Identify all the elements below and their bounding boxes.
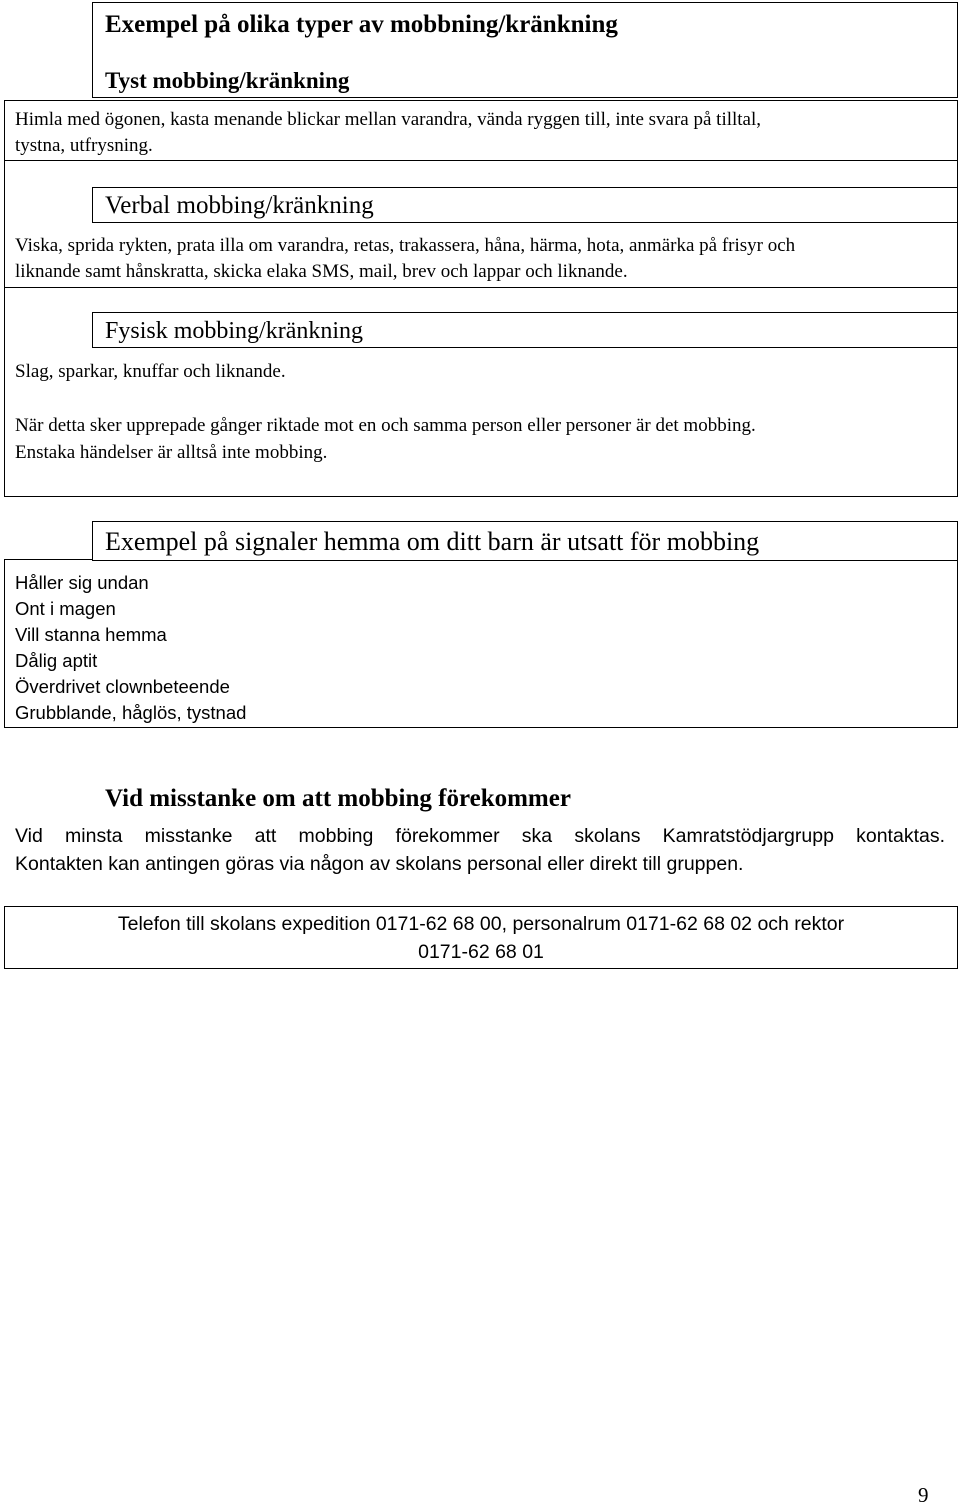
- contact-text-line-2: 0171-62 68 01: [418, 941, 544, 963]
- contact-box: [4, 906, 958, 969]
- summary-text-line-1: När detta sker upprepade gånger riktade mot en och samma person eller personer är det mobbing.: [15, 415, 756, 436]
- contact-text-line-1: Telefon till skolans expedition 0171-62 68 00, personalrum 0171-62 68 02 och rektor: [117, 913, 845, 935]
- signal-item: Grubblande, håglös, tystnad: [15, 702, 247, 723]
- page-number: 9: [918, 1483, 929, 1507]
- signals-list: [15, 570, 246, 726]
- suspicion-text-line-1: Vid minsta misstanke att mobbing förekommer ska skolans Kamratstödjargrupp kontaktas.: [15, 825, 945, 847]
- summary-text-line-2: Enstaka händelser är alltså inte mobbing.: [15, 442, 328, 463]
- signal-item: Överdrivet clownbeteende: [15, 676, 230, 697]
- signal-item: Ont i magen: [15, 598, 116, 619]
- types-title: Exempel på olika typer av mobbning/kränkning: [105, 11, 618, 38]
- tyst-text-line-2: tystna, utfrysning.: [15, 135, 153, 156]
- tyst-text-line-1: Himla med ögonen, kasta menande blickar mellan varandra, vända ryggen till, inte svara på tilltal,: [15, 109, 762, 130]
- types-title-box: [92, 2, 958, 98]
- fysisk-heading-box: [92, 312, 958, 348]
- verbal-heading: Verbal mobbing/kränkning: [105, 192, 374, 219]
- suspicion-heading: Vid misstanke om att mobbing förekommer: [105, 785, 571, 812]
- fysisk-heading: Fysisk mobbing/kränkning: [105, 318, 364, 344]
- signal-item: Vill stanna hemma: [15, 624, 167, 645]
- signal-item: Dålig aptit: [15, 650, 98, 671]
- signal-item: Håller sig undan: [15, 572, 149, 593]
- fysisk-text-line-1: Slag, sparkar, knuffar och liknande.: [15, 361, 286, 382]
- verbal-text-line-1: Viska, sprida rykten, prata illa om varandra, retas, trakassera, håna, härma, hota, anmärka på frisyr och: [15, 235, 796, 256]
- verbal-heading-box: [92, 187, 958, 223]
- suspicion-text-line-2: Kontakten kan antingen göras via någon av skolans personal eller direkt till gruppen.: [15, 853, 744, 875]
- signals-heading: Exempel på signaler hemma om ditt barn är utsatt för mobbing: [105, 527, 760, 556]
- signals-heading-box: [92, 521, 958, 561]
- tyst-heading: Tyst mobbing/kränkning: [105, 68, 350, 93]
- verbal-text-line-2: liknande samt hånskratta, skicka elaka SMS, mail, brev och lappar och liknande.: [15, 261, 628, 282]
